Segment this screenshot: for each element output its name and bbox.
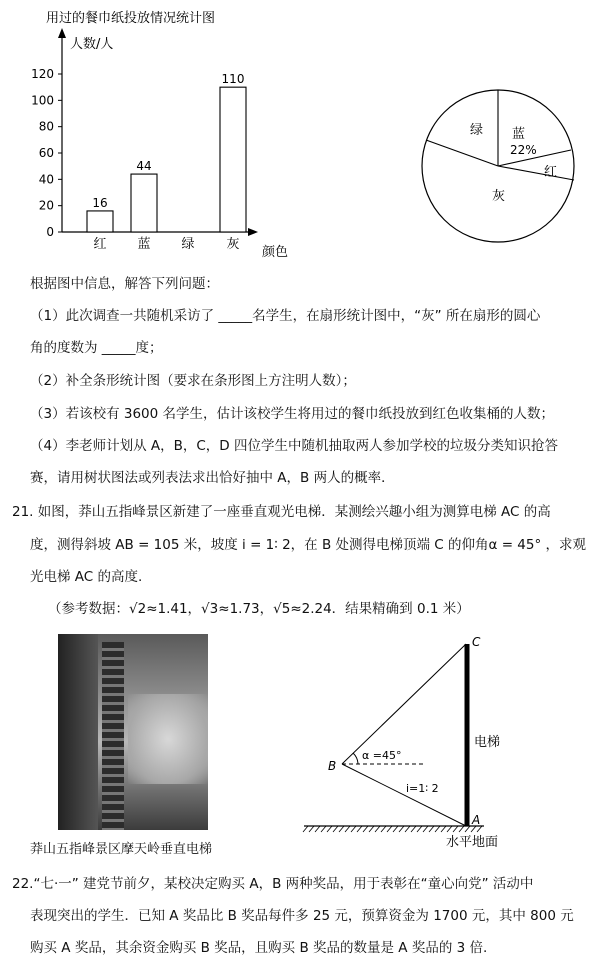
y-tick-label: 120 xyxy=(31,67,54,81)
ground-hatch-line xyxy=(315,826,320,832)
elevator-diagram xyxy=(296,628,526,854)
label-elevator: 电梯 xyxy=(474,735,501,750)
y-tick-label: 60 xyxy=(38,146,54,160)
ground-hatch-line xyxy=(309,826,314,832)
ground-hatch-line xyxy=(375,826,380,832)
ground-hatch-line xyxy=(345,826,350,832)
y-tick-label: 0 xyxy=(46,225,54,239)
y-tick-label: 40 xyxy=(38,172,54,187)
bar-0 xyxy=(87,211,113,232)
pie-label-gray: 灰 xyxy=(492,189,506,204)
label-slope: i=1∶ 2 xyxy=(406,782,439,795)
elevator-photo xyxy=(58,634,208,830)
x-axis-arrow xyxy=(248,228,258,236)
ground-hatch-line xyxy=(441,826,446,832)
label-ground: 水平地面 xyxy=(446,835,499,850)
question-2: （2）补全条形统计图（要求在条形图上方注明人数）； xyxy=(30,373,356,389)
y-tick-label: 80 xyxy=(38,119,54,134)
ground-hatch-line xyxy=(405,826,410,832)
x-category-label: 灰 xyxy=(226,237,240,252)
bar-chart-title: 用过的餐巾纸投放情况统计图 xyxy=(46,11,216,26)
ground-hatch-line xyxy=(303,826,308,832)
ground-hatch-line xyxy=(399,826,404,832)
x-category-label: 蓝 xyxy=(137,237,151,252)
ground-hatch-line xyxy=(363,826,368,832)
question-3: （3）若该校有 3600 名学生，估计该校学生将用过的餐巾纸投放到红色收集桶的人数； xyxy=(30,406,555,422)
ground-hatch-line xyxy=(411,826,416,832)
ground-hatch-line xyxy=(417,826,422,832)
ground-hatch-line xyxy=(339,826,344,832)
ground-hatch-line xyxy=(447,826,452,832)
ground-hatch-line xyxy=(435,826,440,832)
y-tick-label: 100 xyxy=(31,93,54,108)
ground-hatch-line xyxy=(369,826,374,832)
label-A: A xyxy=(472,813,481,827)
bar-chart xyxy=(0,0,300,265)
line-BA xyxy=(342,764,466,826)
line-BC xyxy=(342,644,466,764)
question-1b: 角的度数为 _____度； xyxy=(30,340,163,356)
problem-22c: 购买 A 奖品，其余资金购买 B 奖品，且购买 B 奖品的数量是 A 奖品的 3 倍. xyxy=(30,940,488,956)
y-axis-arrow xyxy=(58,28,66,38)
y-axis-label: 人数/人 xyxy=(70,37,114,52)
bar-value-label: 16 xyxy=(92,195,108,210)
intro-text: 根据图中信息，解答下列问题： xyxy=(30,276,219,292)
ground-hatch-line xyxy=(459,826,464,832)
ground-hatch-line xyxy=(351,826,356,832)
label-B: B xyxy=(328,759,337,773)
pie-label-blue-percent: 22% xyxy=(510,143,537,157)
bar-3 xyxy=(220,87,246,232)
problem-21c: 光电梯 AC 的高度. xyxy=(30,569,143,585)
ground-hatch-line xyxy=(333,826,338,832)
pie-label-blue: 蓝 xyxy=(512,127,526,142)
ground-hatch-line xyxy=(423,826,428,832)
ground-hatch-line xyxy=(321,826,326,832)
ground-hatch-line xyxy=(465,826,470,832)
problem-21a: 21. 如图，莽山五指峰景区新建了一座垂直观光电梯．某测绘兴趣小组为测算电梯 AC 的高 xyxy=(12,504,551,520)
question-4a: （4）李老师计划从 A，B，C，D 四位学生中随机抽取两人参加学校的垃圾分类知识抢答 xyxy=(30,438,558,454)
bar-value-label: 44 xyxy=(136,159,152,174)
problem-22a: 22.“七·一” 建党节前夕，某校决定购买 A，B 两种奖品，用于表彰在“童心向党” 活动中 xyxy=(12,876,534,892)
ground-hatch-line xyxy=(453,826,458,832)
bar-1 xyxy=(131,174,157,232)
ground-hatch-line xyxy=(429,826,434,832)
photo-caption: 莽山五指峰景区摩天岭垂直电梯 xyxy=(30,842,213,857)
problem-21b: 度，测得斜坡 AB = 105 米，坡度 i = 1∶ 2，在 B 处测得电梯顶端 C 的仰角α = 45° ，求观 xyxy=(30,537,587,553)
ground-hatch-line xyxy=(357,826,362,832)
pie-label-green: 绿 xyxy=(470,123,484,138)
question-1a: （1）此次调查一共随机采访了 _____名学生，在扇形统计图中，“灰” 所在扇形的圆心 xyxy=(30,308,541,324)
question-4b: 赛，请用树状图法或列表法求出恰好抽中 A，B 两人的概率． xyxy=(30,470,395,486)
problem-22b: 表现突出的学生．已知 A 奖品比 B 奖品每件多 25 元，预算资金为 1700 元，其中 800 元 xyxy=(30,908,574,924)
ground-hatch-line xyxy=(327,826,332,832)
pie-label-red: 红 xyxy=(544,165,558,180)
bar-value-label: 110 xyxy=(221,72,245,87)
ground-hatch-line xyxy=(387,826,392,832)
ground-hatch-line xyxy=(393,826,398,832)
label-alpha: α =45° xyxy=(362,749,402,762)
pie-chart xyxy=(418,88,594,248)
x-category-label: 红 xyxy=(93,237,107,252)
x-axis-label: 颜色 xyxy=(262,245,289,260)
label-C: C xyxy=(472,635,481,649)
y-tick-label: 20 xyxy=(38,198,54,213)
angle-arc xyxy=(353,753,358,764)
reference-data: （参考数据：√2≈1.41，√3≈1.73，√5≈2.24．结果精确到 0.1 米） xyxy=(48,601,470,617)
ground-hatch-line xyxy=(381,826,386,832)
x-category-label: 绿 xyxy=(181,237,195,252)
